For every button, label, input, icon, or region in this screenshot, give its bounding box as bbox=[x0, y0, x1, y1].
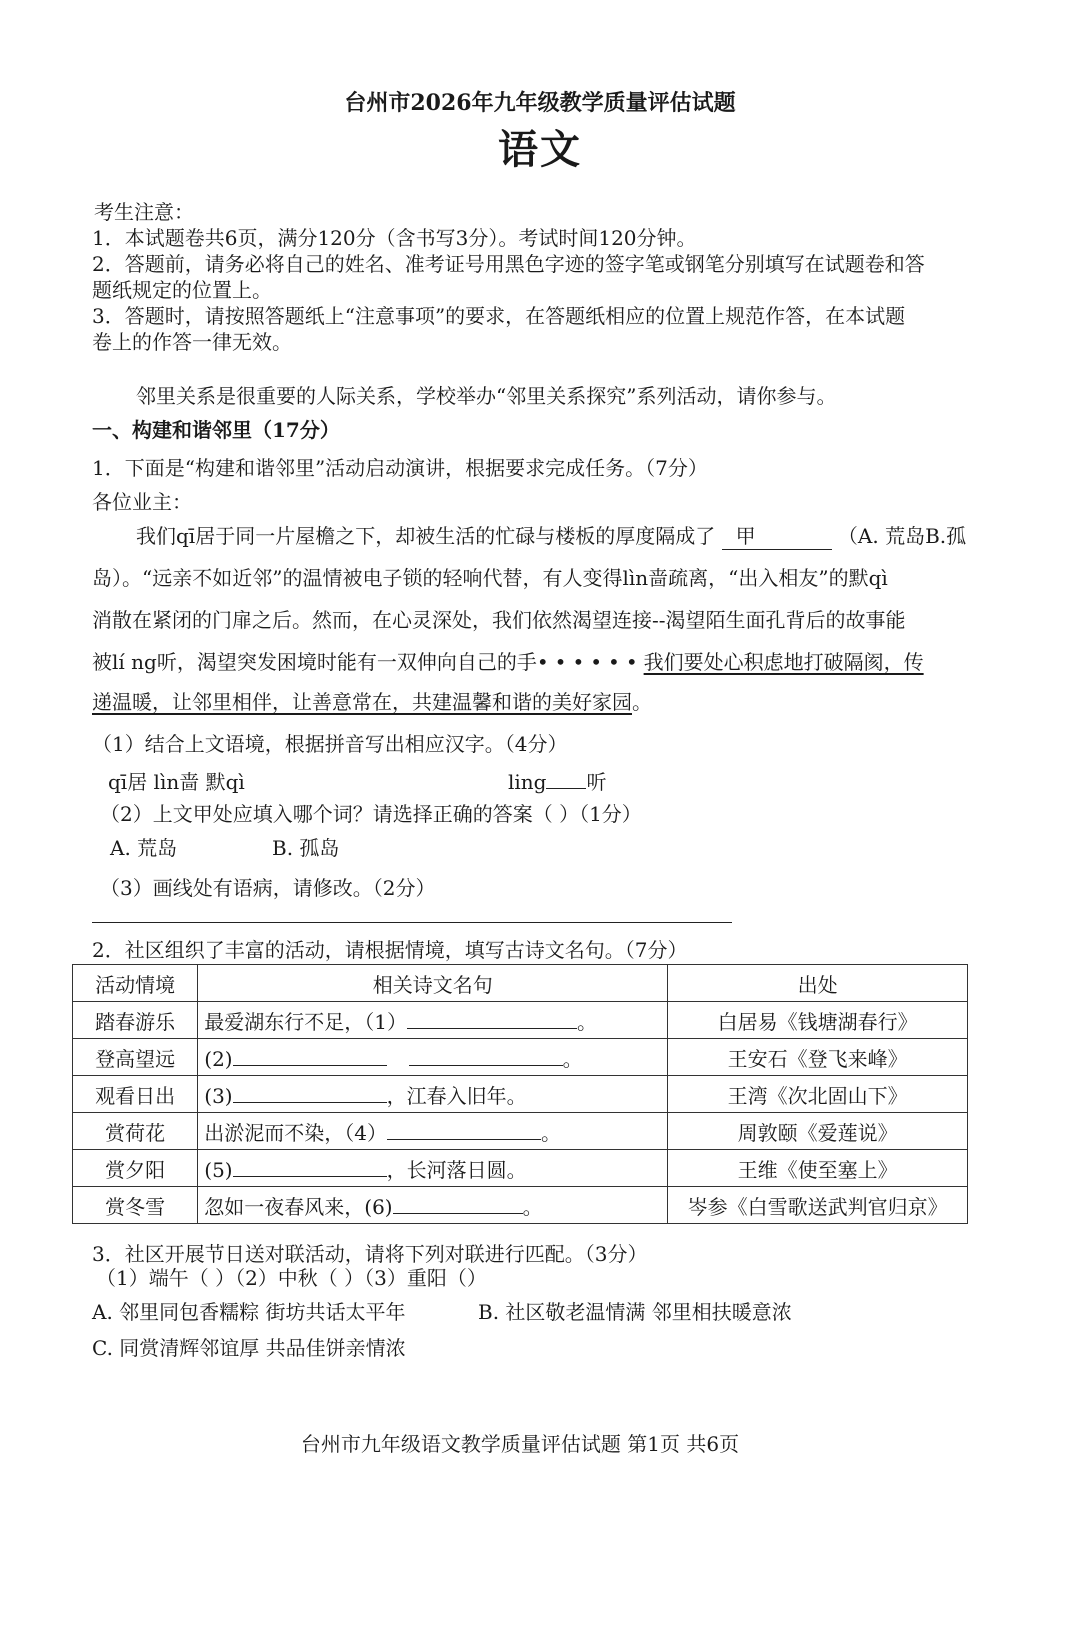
speech-line-2: 岛）。“远亲不如近邻”的温情被电子锁的轻响代替，有人变得lìn啬疏离，“出入相友”的默qì bbox=[92, 566, 888, 590]
verse-text: 。 bbox=[541, 1120, 561, 1145]
blank-jia-label: 甲 bbox=[735, 524, 756, 548]
pinyin-ting-text: 听 bbox=[586, 770, 607, 794]
notice-item-1: 1．本试题卷共6页，满分120分（含书写3分）。考试时间120分钟。 bbox=[92, 226, 697, 250]
q1-sub2-option-b: B. 孤岛 bbox=[272, 836, 340, 860]
table-row bbox=[73, 1076, 968, 1113]
notice-item-3: 3．答题时，请按照答题纸上“注意事项”的要求，在答题纸相应的位置上规范作答，在本试题 bbox=[92, 304, 906, 328]
verse-text: 最爱湖东行不足，（1） bbox=[204, 1009, 407, 1034]
q3-choice-b: B. 社区敬老温情满 邻里相扶暖意浓 bbox=[478, 1300, 792, 1324]
fill-blank bbox=[233, 1158, 387, 1177]
source-cell: 王维《使至塞上》 bbox=[668, 1150, 968, 1187]
speech-line-4 bbox=[92, 646, 924, 675]
source-cell: 白居易《钱塘湖春行》 bbox=[668, 1002, 968, 1039]
verse-text: (3) bbox=[204, 1083, 233, 1108]
section-1-title: 一、构建和谐邻里（17分） bbox=[92, 418, 340, 442]
pinyin-ling-text: ling bbox=[508, 770, 547, 794]
ellipsis-dots: •••••• bbox=[536, 650, 644, 674]
speech-salutation: 各位业主： bbox=[92, 490, 192, 514]
underlined-sentence-part-2: 递温暖，让邻里相伴，让善意常在，共建温馨和谐的美好家园 bbox=[92, 690, 632, 714]
q3-prompt: 3．社区开展节日送对联活动，请将下列对联进行匹配。（3分） bbox=[92, 1242, 648, 1266]
verse-text: 。 bbox=[577, 1009, 597, 1034]
speech-line-3: 消散在紧闭的门扉之后。然而，在心灵深处，我们依然渴望连接--渴望陌生面孔背后的故事能 bbox=[92, 608, 906, 632]
speech-line-5 bbox=[92, 686, 652, 715]
q1-sub2: （2）上文甲处应填入哪个词？请选择正确的答案（ ）（1分） bbox=[100, 802, 642, 826]
exam-title: 台州市2026年九年级教学质量评估试题 bbox=[344, 90, 736, 116]
notice-heading: 考生注意： bbox=[94, 200, 194, 224]
notice-item-2-cont: 题纸规定的位置上。 bbox=[92, 278, 272, 302]
q1-sub3: （3）画线处有语病，请修改。（2分） bbox=[100, 876, 436, 900]
fill-blank bbox=[407, 1010, 577, 1029]
verse-cell bbox=[198, 1187, 668, 1224]
fill-blank bbox=[233, 1084, 387, 1103]
answer-line bbox=[92, 922, 732, 923]
table-row bbox=[73, 1187, 968, 1224]
scene-cell: 赏荷花 bbox=[73, 1113, 198, 1150]
fill-blank bbox=[393, 1195, 523, 1214]
scene-cell: 观看日出 bbox=[73, 1076, 198, 1113]
source-cell: 周敦颐《爱莲说》 bbox=[668, 1113, 968, 1150]
q2-prompt: 2．社区组织了丰富的活动，请根据情境，填写古诗文名句。（7分） bbox=[92, 938, 688, 962]
page-footer: 台州市九年级语文教学质量评估试题 第1页 共6页 bbox=[300, 1432, 740, 1456]
speech-line-1-text: 我们qī居于同一片屋檐之下，却被生活的忙碌与楼板的厚度隔成了 bbox=[136, 524, 716, 548]
source-cell: 王安石《登飞来峰》 bbox=[668, 1039, 968, 1076]
verse-text: ，江春入旧年。 bbox=[386, 1083, 527, 1108]
pinyin-answers: qī居 lìn啬 默qì bbox=[108, 770, 245, 794]
verse-text: 出淤泥而不染，（4） bbox=[204, 1120, 387, 1145]
verse-text: ，长河落日圆。 bbox=[386, 1157, 527, 1182]
source-cell: 王湾《次北固山下》 bbox=[668, 1076, 968, 1113]
scene-cell: 踏春游乐 bbox=[73, 1002, 198, 1039]
verse-text: 忽如一夜春风来，(6) bbox=[204, 1194, 393, 1219]
verse-text: 。 bbox=[562, 1046, 583, 1071]
pinyin-ling bbox=[508, 766, 606, 795]
table-header-row bbox=[73, 965, 968, 1002]
underlined-sentence-part-1: 我们要处心积虑地打破隔阂，传 bbox=[643, 650, 924, 674]
notice-item-2: 2．答题前，请务必将自己的姓名、准考证号用黑色字迹的签字笔或钢笔分别填写在试题卷和答 bbox=[92, 252, 925, 276]
verse-text: (2) bbox=[204, 1046, 233, 1071]
source-cell: 岑参《白雪歌送武判官归京》 bbox=[668, 1187, 968, 1224]
speech-line-4-text: 被lí ng听，渴望突发困境时能有一双伸向自己的手 bbox=[92, 650, 537, 674]
fill-blank bbox=[409, 1047, 563, 1066]
scene-cell: 赏冬雪 bbox=[73, 1187, 198, 1224]
intro-text: 邻里关系是很重要的人际关系，学校举办“邻里关系探究”系列活动，请你参与。 bbox=[136, 384, 837, 408]
q1-prompt: 1．下面是“构建和谐邻里”活动启动演讲，根据要求完成任务。（7分） bbox=[92, 456, 708, 480]
verse-cell bbox=[198, 1039, 668, 1076]
table-header: 活动情境 bbox=[73, 965, 198, 1002]
speech-line-1-options: （A. 荒岛B.孤 bbox=[837, 524, 967, 548]
table-header: 相关诗文名句 bbox=[198, 965, 668, 1002]
table-row bbox=[73, 1039, 968, 1076]
scene-cell: 登高望远 bbox=[73, 1039, 198, 1076]
verse-cell bbox=[198, 1113, 668, 1150]
fill-blank bbox=[387, 1121, 541, 1140]
verse-cell bbox=[198, 1150, 668, 1187]
poem-table bbox=[72, 964, 968, 1224]
verse-text: 。 bbox=[522, 1194, 543, 1219]
q1-sub2-option-a: A. 荒岛 bbox=[110, 836, 178, 860]
subject-title: 语文 bbox=[498, 126, 582, 173]
fill-blank bbox=[233, 1047, 387, 1066]
table-header: 出处 bbox=[668, 965, 968, 1002]
table-row bbox=[73, 1150, 968, 1187]
notice-item-3-cont: 卷上的作答一律无效。 bbox=[92, 330, 292, 354]
blank-ling bbox=[546, 770, 586, 789]
verse-text: (5) bbox=[204, 1157, 233, 1182]
q3-choice-c: C. 同赏清辉邻谊厚 共品佳饼亲情浓 bbox=[92, 1336, 406, 1360]
table-row bbox=[73, 1113, 968, 1150]
speech-line-5-end: 。 bbox=[632, 690, 652, 714]
q1-sub1: （1）结合上文语境，根据拼音写出相应汉字。（4分） bbox=[92, 732, 568, 756]
q3-choice-a: A. 邻里同包香糯粽 街坊共话太平年 bbox=[92, 1300, 406, 1324]
scene-cell: 赏夕阳 bbox=[73, 1150, 198, 1187]
blank-jia bbox=[722, 520, 832, 550]
table-row bbox=[73, 1002, 968, 1039]
speech-line-1 bbox=[136, 520, 966, 550]
verse-cell bbox=[198, 1002, 668, 1039]
verse-cell bbox=[198, 1076, 668, 1113]
q3-options: （1）端午（ ）（2）中秋（ ）（3）重阳（） bbox=[96, 1266, 487, 1290]
